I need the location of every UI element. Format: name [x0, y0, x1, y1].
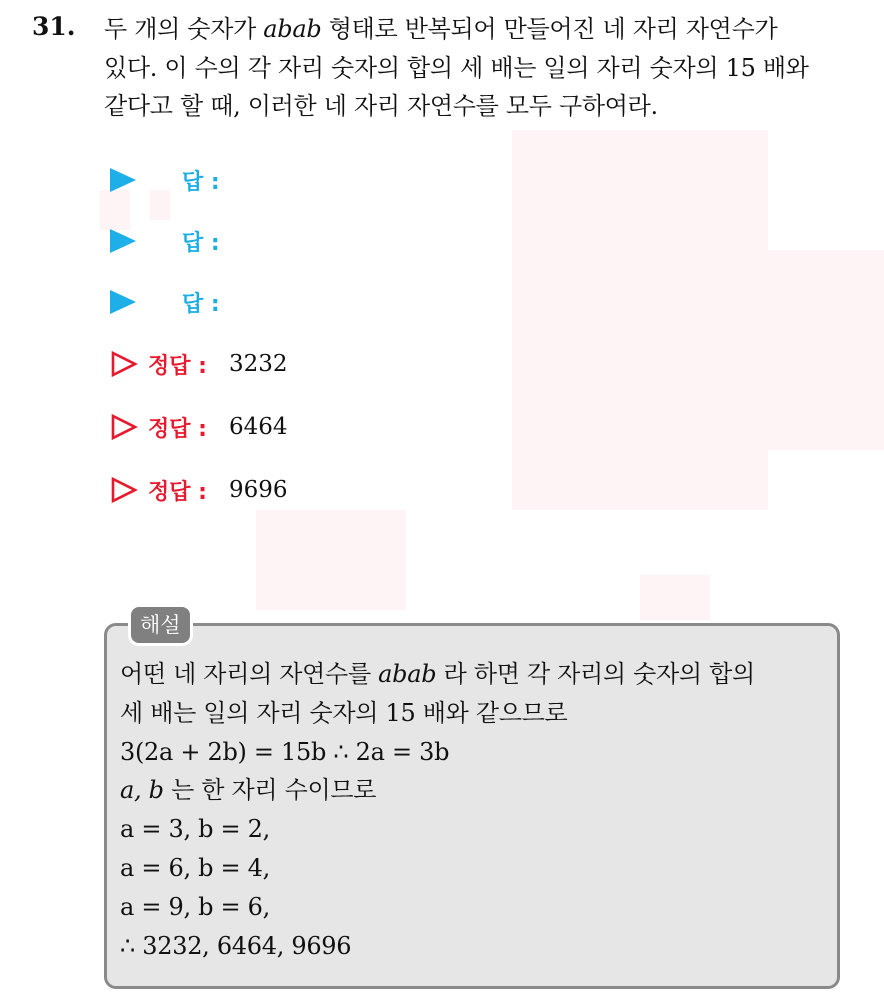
background-ghost: [640, 575, 710, 620]
answer-key-row: [110, 470, 288, 510]
question-line-1: 두 개의 숫자가 abab 형태로 반복되어 만들어진 네 자리 자연수가: [104, 15, 778, 43]
answer-key-label: 정답 :: [148, 416, 207, 442]
answer-blank-row[interactable]: [110, 160, 220, 200]
explanation-line-1: 어떤 네 자리의 자연수를 abab 라 하면 각 자리의 숫자의 합의: [120, 660, 755, 688]
question-line-3: 같다고 할 때, 이러한 네 자리 자연수를 모두 구하여라.: [104, 92, 658, 120]
background-ghost: [768, 250, 884, 450]
answer-label: 답 :: [182, 230, 220, 256]
explanation-line-5: a = 3, b = 2,: [120, 815, 270, 844]
play-triangle-icon: [110, 168, 136, 192]
play-triangle-icon: [110, 229, 136, 253]
explanation-line-7: a = 9, b = 6,: [120, 892, 270, 921]
explanation-line-6: a = 6, b = 4,: [120, 853, 270, 882]
answer-blank-row[interactable]: [110, 282, 220, 322]
answer-key-row: [110, 344, 288, 384]
explanation-tab: 해설: [128, 604, 193, 646]
answer-key-label: 정답 :: [148, 479, 207, 505]
answer-blank-row[interactable]: [110, 221, 220, 261]
outline-triangle-icon: [110, 476, 138, 504]
outline-triangle-icon: [110, 413, 138, 441]
question-line-2: 있다. 이 수의 각 자리 숫자의 합의 세 배는 일의 자리 숫자의 15 배와: [104, 53, 809, 82]
explanation-line-4: a, b 는 한 자리 수이므로: [120, 776, 377, 805]
answer-label: 답 :: [182, 291, 220, 317]
play-triangle-icon: [110, 290, 136, 314]
background-ghost: [512, 130, 768, 510]
answer-key-label: 정답 :: [148, 353, 207, 379]
explanation-line-3: 3(2a + 2b) = 15b ∴ 2a = 3b: [120, 737, 450, 766]
explanation-line-8: ∴ 3232, 6464, 9696: [120, 931, 352, 960]
answer-key-value: 6464: [228, 414, 288, 440]
answer-key-row: [110, 407, 288, 447]
answer-key-value: 3232: [228, 351, 288, 377]
answer-label: 답 :: [182, 169, 220, 195]
question-text: [104, 10, 874, 126]
explanation-text: [120, 655, 832, 965]
outline-triangle-icon: [110, 350, 138, 378]
answer-key-value: 9696: [228, 477, 288, 503]
background-ghost: [256, 510, 406, 610]
question-number: 31.: [32, 12, 76, 41]
explanation-line-2: 세 배는 일의 자리 숫자의 15 배와 같으므로: [120, 698, 568, 727]
